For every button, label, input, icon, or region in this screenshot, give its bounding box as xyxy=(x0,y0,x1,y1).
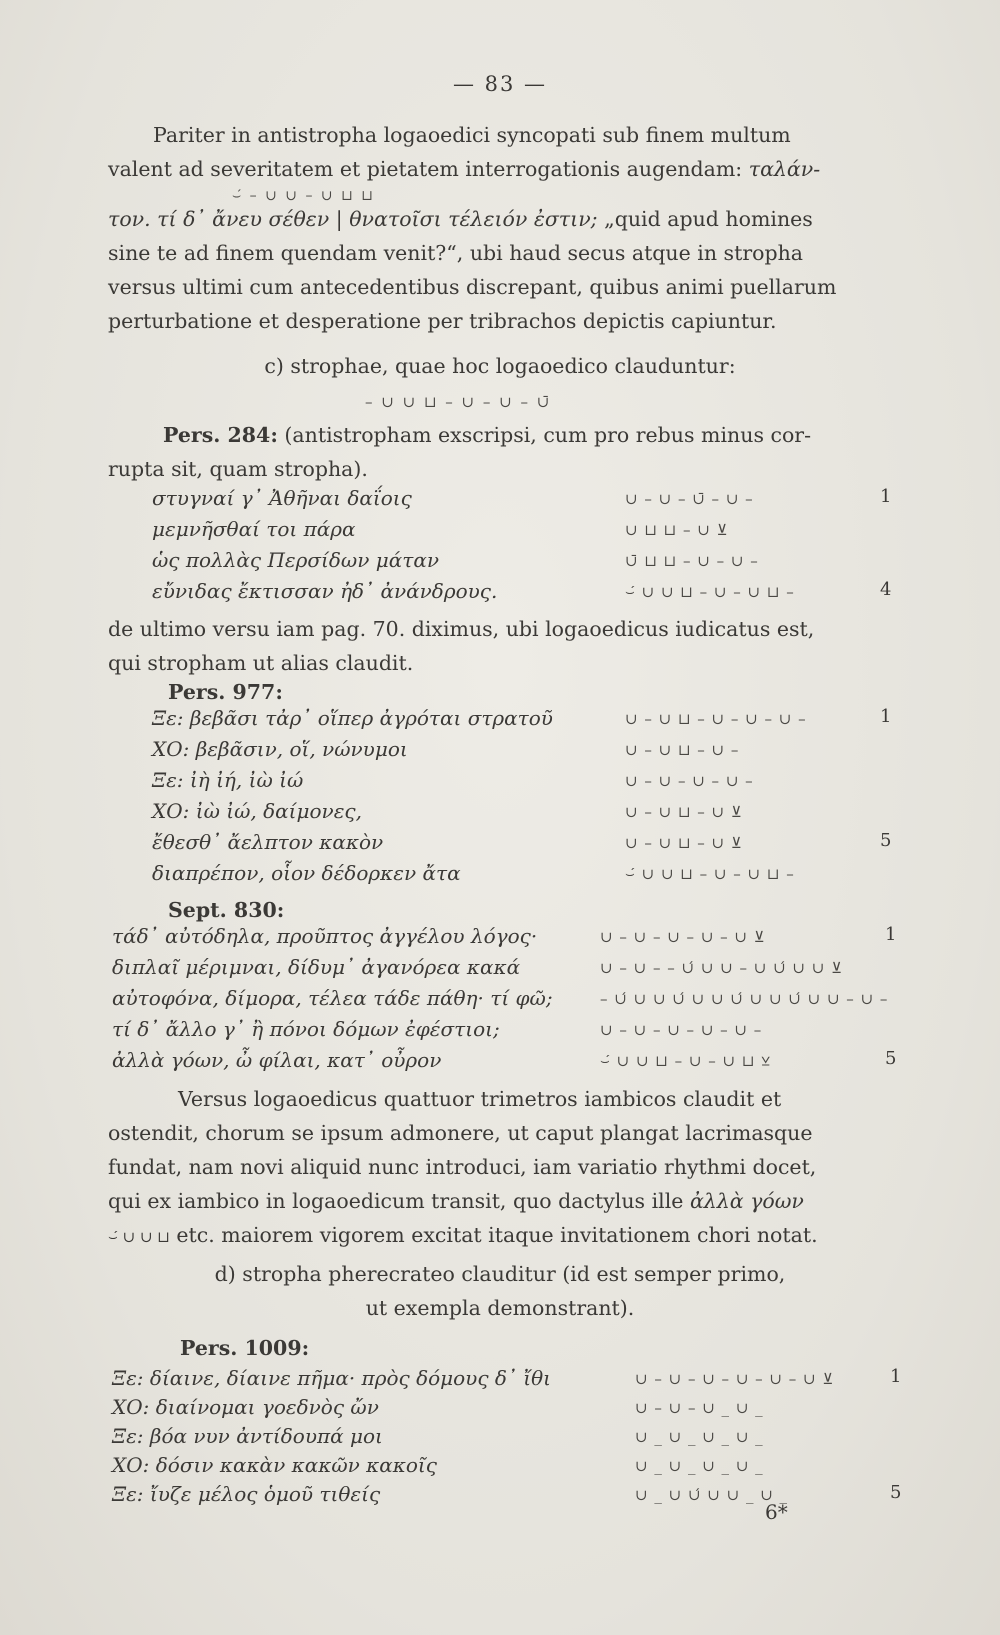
paragraph-1-line-3-latin: „quid apud homines xyxy=(604,207,813,231)
verse-text: εὔνιδας ἔκτισσαν ἠδ᾽ ἀνάνδρους. xyxy=(152,579,498,603)
verse-line xyxy=(0,986,1000,1016)
pers-284-heading: Pers. 284: xyxy=(163,423,278,447)
verse-text: αὐτοφόνα, δίμορα, τέλεα τάδε πάθη· τί φῶ; xyxy=(112,986,553,1010)
verse-meter: ∪ _ ∪ _ ∪ _ ∪ _ xyxy=(635,1428,764,1446)
paragraph-2-line-5 xyxy=(108,1218,898,1254)
verse-line xyxy=(0,1395,1000,1425)
verse-meter: ⌣́ ∪ ∪ ⊔ – ∪ – ∪ ⊔ ⊻ xyxy=(600,1052,771,1070)
paragraph-2-line-5-text: etc. maiorem vigorem excitat itaque invitationem chori notat. xyxy=(176,1223,818,1247)
verse-meter: ∪ – ∪ ⊔ – ∪ ⊻ xyxy=(625,834,743,852)
verse-line xyxy=(0,486,1000,516)
pers-977-heading: Pers. 977: xyxy=(168,680,283,704)
verse-line xyxy=(0,706,1000,736)
pers-284-note-line-2: qui stropham ut alias claudit. xyxy=(108,651,414,675)
verse-meter: ∪ – ∪ – ∪̄ – ∪ – xyxy=(625,490,754,508)
verse-line xyxy=(0,955,1000,985)
verse-line-number: 5 xyxy=(885,1048,897,1069)
paragraph-2-line-4 xyxy=(108,1184,898,1218)
verse-line xyxy=(0,548,1000,578)
verse-line xyxy=(0,1048,1000,1078)
verse-text: Ξε: βόα νυν ἀντίδουπά μοι xyxy=(112,1424,383,1448)
verse-text: ἔθεσθ᾽ ἄελπτον κακὸν xyxy=(152,830,384,854)
paragraph-1-line-1: Pariter in antistropha logaoedici syncopati sub finem multum xyxy=(153,123,791,147)
verse-line xyxy=(0,830,1000,860)
verse-meter: ⌣́ ∪ ∪ ⊔ – ∪ – ∪ ⊔ – xyxy=(625,583,795,601)
verse-meter: ∪̄ ⊔ ⊔ – ∪ – ∪ – xyxy=(625,552,759,570)
verse-meter: ∪ – ∪ ⊔ – ∪ – ∪ – ∪ – xyxy=(625,710,807,728)
verse-meter: ∪ – ∪ – ∪ _ ∪ _ xyxy=(635,1399,764,1417)
verse-meter: ⌣́ ∪ ∪ ⊔ – ∪ – ∪ ⊔ – xyxy=(625,865,795,883)
verse-text: διαπρέπον, οἷον δέδορκεν ἄτα xyxy=(152,861,461,885)
paragraph-1-line-5: versus ultimi cum antecedentibus discrepant, quibus animi puellarum xyxy=(108,275,837,299)
verse-meter: ∪ – ∪ ⊔ – ∪ ⊻ xyxy=(625,803,743,821)
verse-text: Ξε: βεβᾶσι τἀρ᾽ οἵπερ ἀγρόται στρατοῦ xyxy=(152,706,553,730)
verse-meter: ∪ – ∪ – – ∪́ ∪ ∪ – ∪ ∪́ ∪ ∪ ⊻ xyxy=(600,959,844,977)
pers-284-intro-cont: rupta sit, quam stropha). xyxy=(108,457,368,481)
section-d-line-2: ut exempla demonstrant). xyxy=(365,1296,635,1320)
verse-line xyxy=(0,1424,1000,1454)
verse-meter: ∪ _ ∪ _ ∪ _ ∪ _ xyxy=(635,1457,764,1475)
paragraph-1-line-4: sine te ad finem quendam venit?“, ubi haud secus atque in stropha xyxy=(108,241,804,265)
paragraph-2-line-4-latin: qui ex iambico in logaoedicum transit, quo dactylus ille xyxy=(108,1189,684,1213)
verse-text: ΧΟ: δόσιν κακὰν κακῶν κακοῖς xyxy=(112,1453,437,1477)
paragraph-1-line-3-greek: τον. τί δ᾽ ἄνευ σέθεν | θνατοῖσι τέλειόν ἐστιν; xyxy=(108,207,598,231)
section-c-meter: – ∪ ∪ ⊔ – ∪ – ∪ – ∪̄ xyxy=(365,393,552,411)
verse-line-number: 1 xyxy=(880,486,892,507)
verse-meter: ∪ – ∪ – ∪ – ∪ – ∪ – ∪ ⊻ xyxy=(635,1370,835,1388)
paragraph-2-line-3: fundat, nam novi aliquid nunc introduci, iam variatio rhythmi docet, xyxy=(108,1155,817,1179)
section-d-line-1: d) stropha pherecrateo clauditur (id est semper primo, xyxy=(214,1262,786,1286)
verse-meter: ∪ _ ∪ ∪́ ∪ ∪ _ ∪ _ xyxy=(635,1486,789,1504)
verse-line xyxy=(0,517,1000,547)
verse-text: διπλαῖ μέριμναι, δίδυμ᾽ ἀγανόρεα κακά xyxy=(112,955,521,979)
verse-text: ΧΟ: διαίνομαι γοεδνὸς ὤν xyxy=(112,1395,379,1419)
pers-284-note-line-1: de ultimo versu iam pag. 70. diximus, ubi logaoedicus iudicatus est, xyxy=(108,617,815,641)
paragraph-1-line-2 xyxy=(108,152,898,186)
signature-mark: 6* xyxy=(765,1500,788,1524)
paragraph-1-line-3 xyxy=(108,202,898,236)
verse-meter: ∪ – ∪ – ∪ – ∪ – ∪ ⊻ xyxy=(600,928,766,946)
verse-line-number: 5 xyxy=(890,1482,902,1503)
section-c-title: c) strophae, quae hoc logaoedico clauduntur: xyxy=(264,354,736,378)
verse-meter: ∪ – ∪ – ∪ – ∪ – ∪ – xyxy=(600,1021,763,1039)
verse-text: Ξε: ἰὴ ἰή, ἰὼ ἰώ xyxy=(152,768,304,792)
paragraph-2-meter-notation: ⌣́ ∪ ∪ ⊔ xyxy=(108,1228,170,1246)
verse-text: μεμνῆσθαί τοι πάρα xyxy=(152,517,356,541)
verse-meter: ∪ – ∪ ⊔ – ∪ – xyxy=(625,741,740,759)
paragraph-1-line-2-greek: ταλάν- xyxy=(748,157,821,181)
verse-meter: ∪ ⊔ ⊔ – ∪ ⊻ xyxy=(625,521,729,539)
verse-text: Ξε: δίαινε, δίαινε πῆμα· πρὸς δόμους δ᾽ ἴθι xyxy=(112,1366,552,1390)
verse-meter: – ∪́ ∪ ∪ ∪́ ∪ ∪ ∪́ ∪ ∪ ∪́ ∪ ∪ – ∪ – xyxy=(600,990,889,1008)
paragraph-1-meter-notation: ⌣́ – ∪ ∪ – ∪ ⊔ ⊔ xyxy=(232,188,376,204)
page-number: — 83 — xyxy=(452,72,548,96)
verse-line-number: 4 xyxy=(880,579,892,600)
paragraph-2-line-2: ostendit, chorum se ipsum admonere, ut caput plangat lacrimasque xyxy=(108,1121,813,1145)
verse-text: τάδ᾽ αὐτόδηλα, προῦπτος ἀγγέλου λόγος· xyxy=(112,924,538,948)
verse-line xyxy=(0,924,1000,954)
verse-meter: ∪ – ∪ – ∪ – ∪ – xyxy=(625,772,754,790)
verse-line xyxy=(0,799,1000,829)
verse-line xyxy=(0,1482,1000,1512)
paragraph-1-line-6: perturbatione et desperatione per tribrachos depictis capiuntur. xyxy=(108,309,777,333)
verse-text: ἀλλὰ γόων, ὦ φίλαι, κατ᾽ οὖρον xyxy=(112,1048,442,1072)
pers-1009-heading: Pers. 1009: xyxy=(180,1336,310,1360)
sept-830-heading: Sept. 830: xyxy=(168,898,285,922)
verse-line-number: 5 xyxy=(880,830,892,851)
verse-text: τί δ᾽ ἄλλο γ᾽ ἢ πόνοι δόμων ἐφέστιοι; xyxy=(112,1017,500,1041)
paragraph-2-line-1: Versus logaoedicus quattuor trimetros iambicos claudit et xyxy=(178,1087,782,1111)
verse-text: ΧΟ: βεβᾶσιν, οἵ, νώνυμοι xyxy=(152,737,408,761)
verse-line xyxy=(0,1366,1000,1396)
verse-text: στυγναί γ᾽ Ἀθῆναι δαΐοις xyxy=(152,486,412,510)
verse-line xyxy=(0,1453,1000,1483)
paragraph-2-line-4-greek: ἀλλὰ γόων xyxy=(689,1189,804,1213)
verse-line-number: 1 xyxy=(890,1366,902,1387)
paragraph-1-line-2-latin: valent ad severitatem et pietatem interrogationis augendam: xyxy=(108,157,743,181)
verse-text: ΧΟ: ἰὼ ἰώ, δαίμονες, xyxy=(152,799,362,823)
verse-line-number: 1 xyxy=(880,706,892,727)
verse-line xyxy=(0,1017,1000,1047)
pers-284-intro-text: (antistropham exscripsi, cum pro rebus minus cor- xyxy=(284,423,812,447)
verse-line xyxy=(0,579,1000,609)
verse-line xyxy=(0,737,1000,767)
verse-text: Ξε: ἴυζε μέλος ὁμοῦ τιθείς xyxy=(112,1482,381,1506)
pers-284-intro xyxy=(108,418,898,452)
verse-line xyxy=(0,768,1000,798)
verse-text: ὡς πολλὰς Περσίδων μάταν xyxy=(152,548,439,572)
verse-line xyxy=(0,861,1000,891)
verse-line-number: 1 xyxy=(885,924,897,945)
